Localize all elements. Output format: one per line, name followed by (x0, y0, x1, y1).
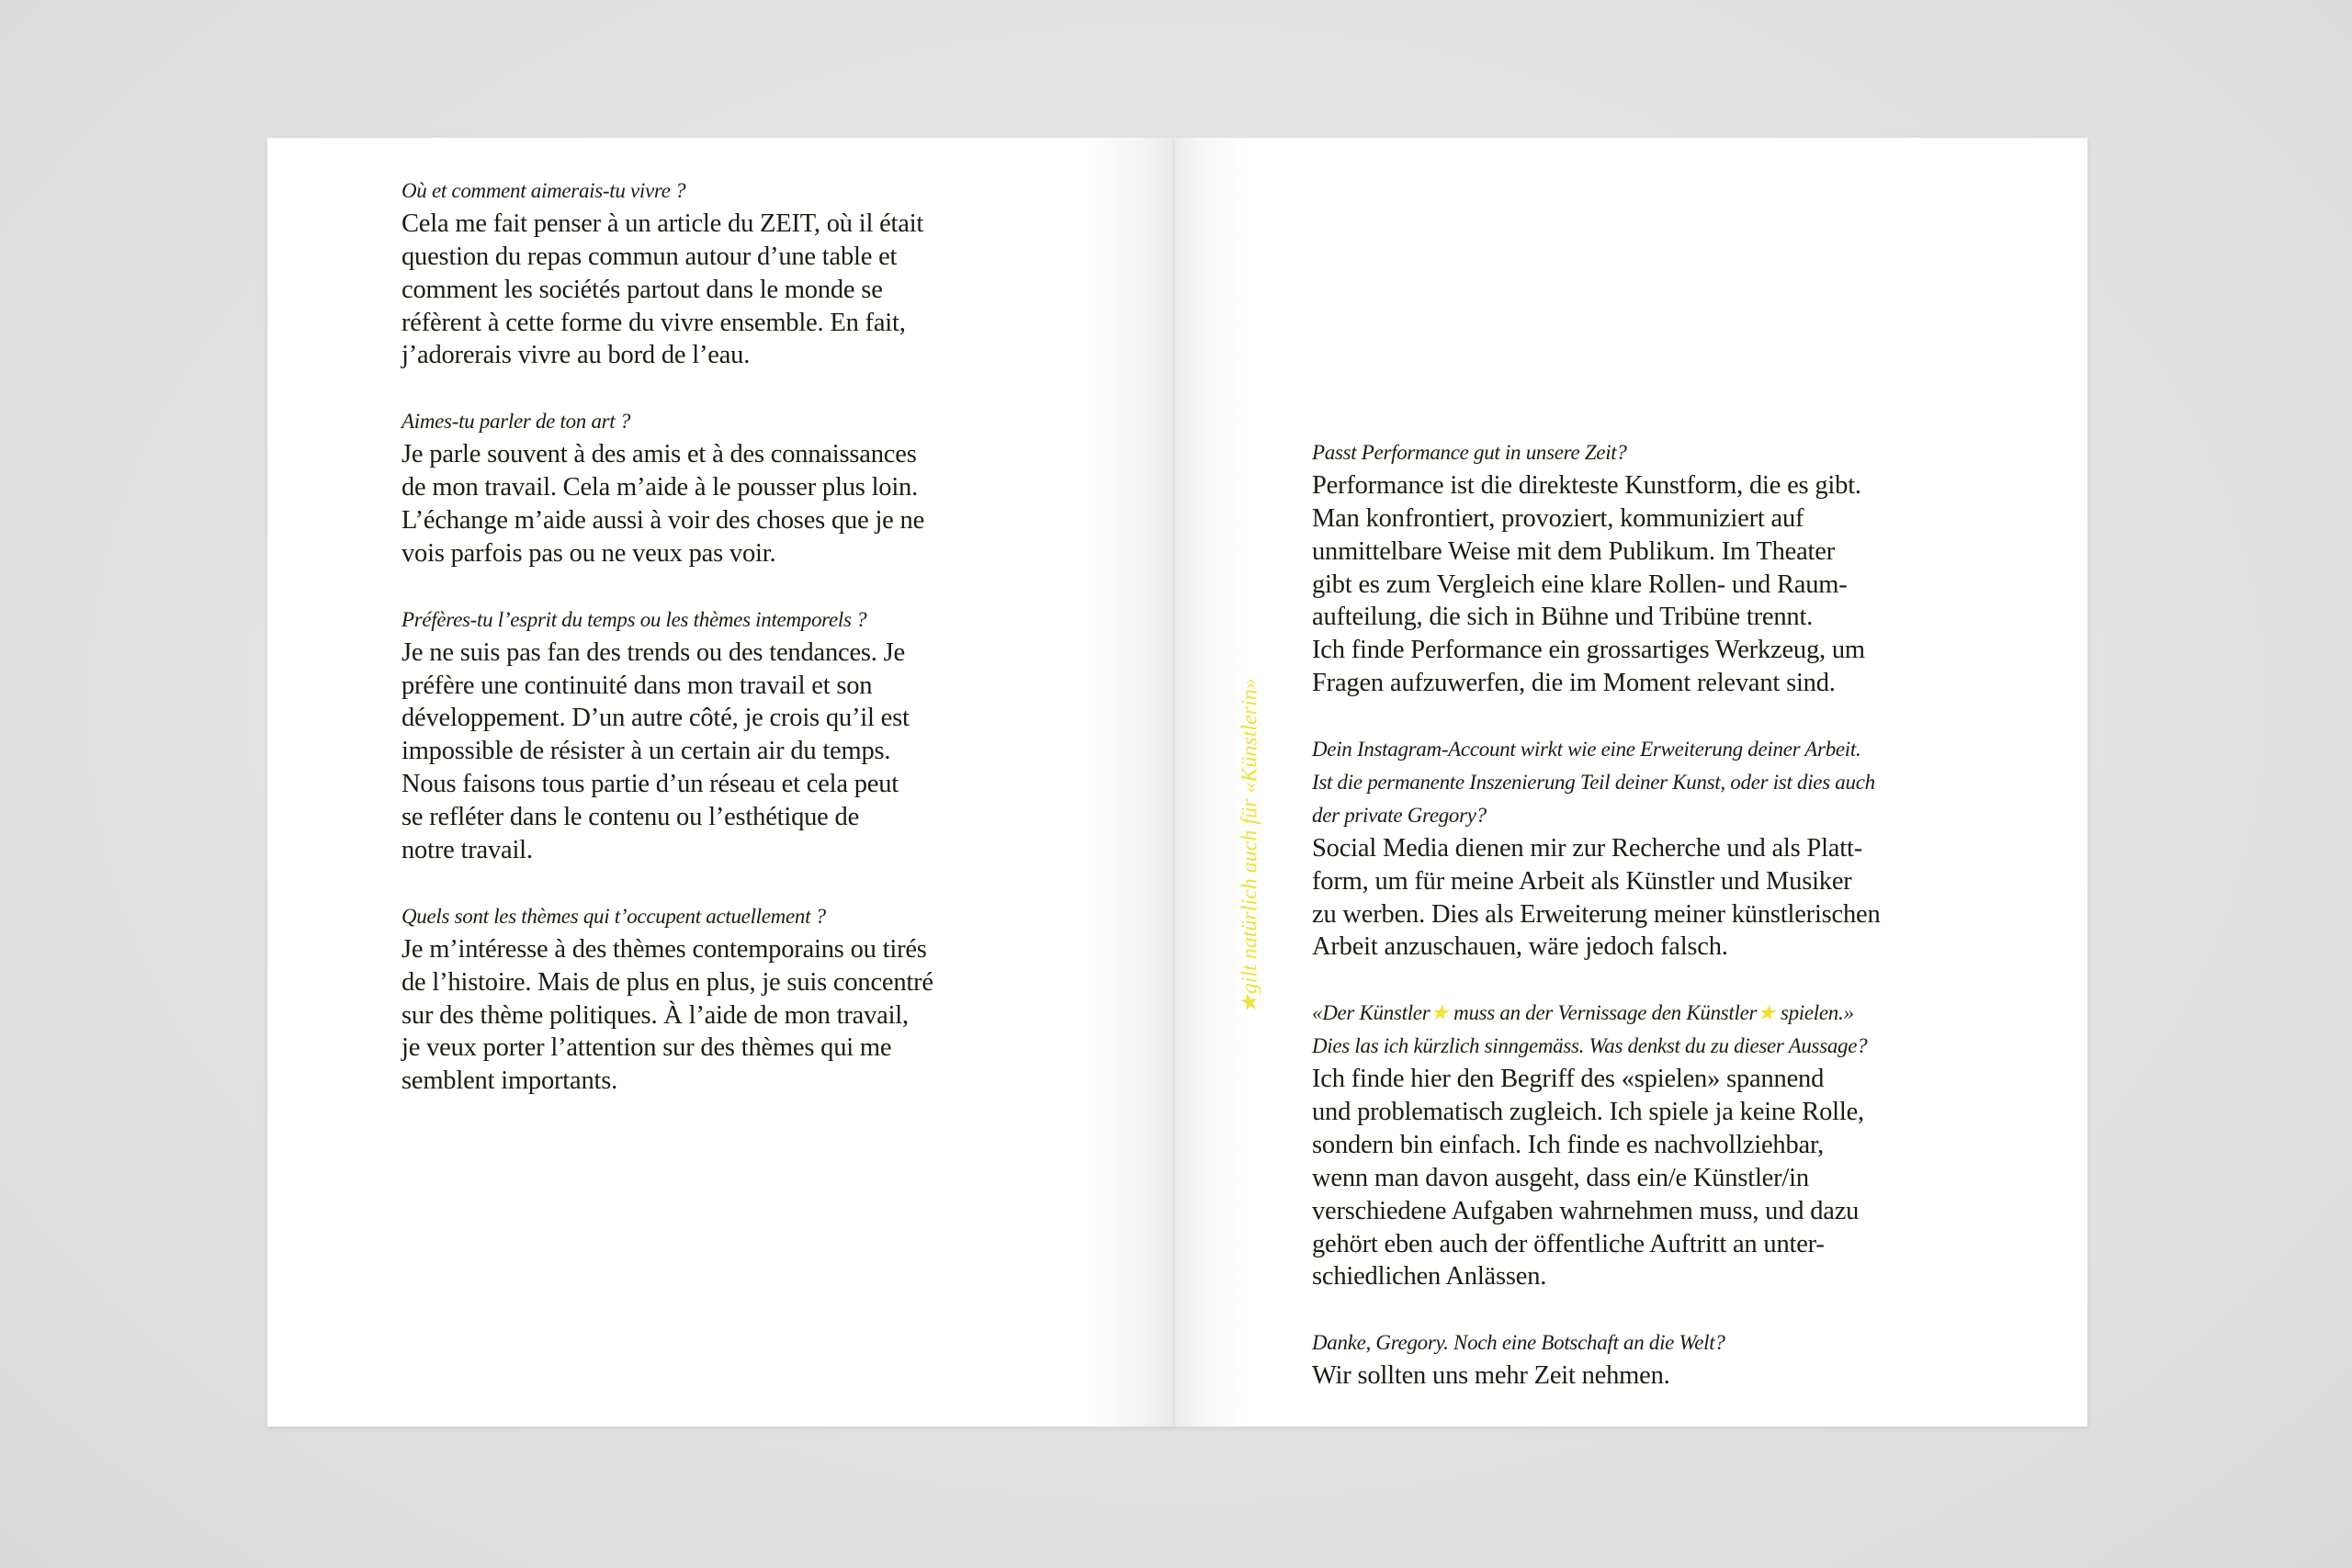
answer-line: Je m’intéresse à des thèmes contemporains ou tirés (401, 934, 927, 964)
interview-section (1312, 733, 1881, 964)
answer-line: L’échange m’aide aussi à voir des choses que je ne (401, 506, 925, 536)
question-line: Dein Instagram-Account wirkt wie eine Erweiterung deiner Arbeit. (1312, 738, 1861, 761)
answer-line: verschiedene Aufgaben wahrnehmen muss, und dazu (1312, 1196, 1860, 1225)
answer-line: zu werben. Dies als Erweiterung meiner künstlerischen (1312, 899, 1881, 929)
question-line: Passt Performance gut in unsere Zeit? (1312, 441, 1627, 464)
interview-section (1312, 1326, 1881, 1393)
question-line (1312, 997, 1881, 1030)
answer-line: form, um für meine Arbeit als Künstler und Musiker (1312, 866, 1852, 896)
question-text: muss an der Vernissage den Künstler (1448, 1001, 1758, 1025)
answer-line: Nous faisons tous partie d’un réseau et cela peut (401, 770, 899, 799)
interview-section (401, 405, 933, 570)
answer-line: Je parle souvent à des amis et à des connaissances (401, 440, 917, 469)
answer-line: question du repas commun autour d’une table et (401, 242, 898, 271)
question-line: Ist die permanente Inszenierung Teil deiner Kunst, oder ist dies auch (1312, 771, 1875, 795)
answer-line: sur des thème politiques. À l’aide de mon travail, (401, 1000, 909, 1030)
answer-line: wenn man davon ausgeht, dass ein/e Künstler/in (1312, 1163, 1809, 1192)
answer-line: Wir sollten uns mehr Zeit nehmen. (1312, 1361, 1670, 1391)
answer-line: se refléter dans le contenu ou l’esthétique de (401, 803, 860, 832)
answer-line: notre travail. (401, 836, 533, 865)
answer-line: semblent importants. (401, 1066, 618, 1096)
question-line: der private Gregory? (1312, 803, 1487, 827)
answer-line: je veux porter l’attention sur des thèmes qui me (401, 1033, 892, 1063)
answer-line: comment les sociétés partout dans le monde se (401, 275, 883, 304)
question-text: «Der Künstler (1312, 1001, 1430, 1025)
interview-section (401, 175, 933, 372)
answer-line: aufteilung, die sich in Bühne und Tribüne trennt. (1312, 603, 1814, 632)
answer-line: Social Media dienen mir zur Recherche und als Platt- (1312, 833, 1862, 863)
answer-line: Ich finde Performance ein grossartiges Werkzeug, um (1312, 636, 1865, 665)
question-text: spielen.» (1775, 1001, 1854, 1025)
answer-line: vois parfois pas ou ne veux pas voir. (401, 538, 776, 568)
question-line: Dies las ich kürzlich sinngemäss. Was denkst du zu dieser Aussage? (1312, 1034, 1868, 1058)
answer-line: Je ne suis pas fan des trends ou des tendances. Je (401, 637, 905, 667)
question-line: Où et comment aimerais-tu vivre ? (401, 179, 686, 202)
answer-line: j’adorerais vivre au bord de l’eau. (401, 341, 751, 370)
interview-section (401, 604, 933, 867)
question-line: Danke, Gregory. Noch eine Botschaft an die Welt? (1312, 1331, 1725, 1355)
question-line: Préfères-tu l’esprit du temps ou les thèmes intemporels ? (401, 607, 867, 631)
question-line: Quels sont les thèmes qui t’occupent actuellement ? (401, 904, 826, 928)
answer-line: und problematisch zugleich. Ich spiele ja keine Rolle, (1312, 1098, 1864, 1127)
answer-line: Cela me fait penser à un article du ZEIT, où il était (401, 209, 924, 238)
answer-line: sondern bin einfach. Ich finde es nachvollziehbar, (1312, 1130, 1825, 1159)
answer-line: réfèrent à cette forme du vivre ensemble. En fait, (401, 308, 906, 337)
right-column (1312, 436, 1881, 1426)
star-icon: ★ (1757, 1001, 1776, 1025)
answer-line: Arbeit anzuschauen, wäre jedoch falsch. (1312, 932, 1728, 962)
answer-line: gibt es zum Vergleich eine klare Rollen- und Raum- (1312, 570, 1848, 599)
answer-line: Ich finde hier den Begriff des «spielen» spannend (1312, 1065, 1825, 1094)
answer-line: Performance ist die direkteste Kunstform, die es gibt. (1312, 470, 1861, 500)
answer-line: impossible de résister à un certain air du temps. (401, 737, 891, 766)
question-line: Aimes-tu parler de ton art ? (401, 410, 631, 434)
interview-section (1312, 997, 1881, 1293)
answer-line: de mon travail. Cela m’aide à le pousser plus loin. (401, 473, 919, 502)
star-icon: ★ (1430, 1001, 1449, 1025)
answer-line: gehört eben auch der öffentliche Auftritt an unter- (1312, 1229, 1825, 1258)
answer-line: développement. D’un autre côté, je crois qu’il est (401, 704, 910, 733)
answer-line: préfère une continuité dans mon travail et son (401, 671, 873, 700)
answer-line: schiedlichen Anlässen. (1312, 1262, 1547, 1292)
footnote-sidenote: ★gilt natürlich auch für «Künstlerin» (1238, 678, 1262, 1014)
interview-section (1312, 436, 1881, 700)
answer-line: de l’histoire. Mais de plus en plus, je suis concentré (401, 967, 933, 997)
answer-line: unmittelbare Weise mit dem Publikum. Im Theater (1312, 536, 1836, 566)
answer-line: Fragen aufzuwerfen, die im Moment relevant sind. (1312, 669, 1836, 698)
left-column (401, 175, 933, 1131)
interview-section (401, 900, 933, 1098)
answer-line: Man konfrontiert, provoziert, kommuniziert auf (1312, 503, 1804, 533)
